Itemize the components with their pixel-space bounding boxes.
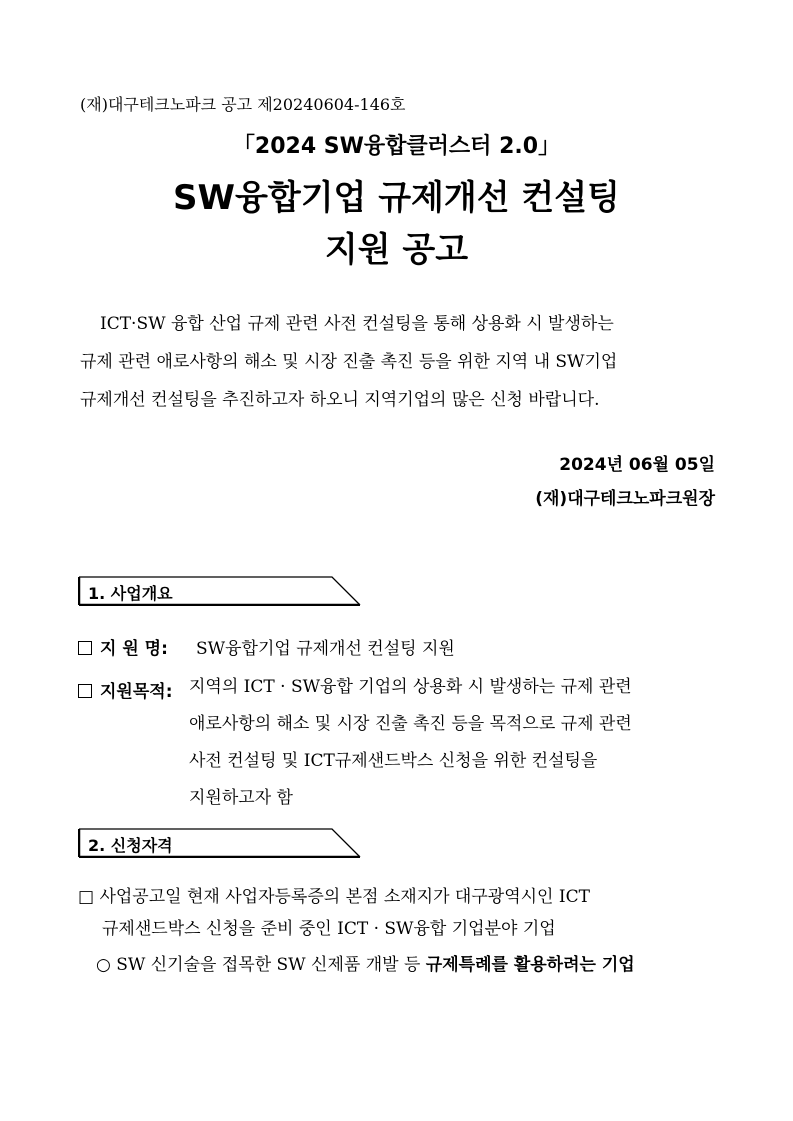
page-title-line1: SW융합기업 규제개선 컨설팅 xyxy=(173,178,620,218)
eligibility-bullet xyxy=(96,950,635,975)
issuing-organization: (재)대구테크노파크원장 xyxy=(535,489,715,509)
checkbox-icon xyxy=(78,641,92,655)
support-purpose-label-row xyxy=(78,677,173,702)
support-name-value: SW융합기업 규제개선 컨설팅 지원 xyxy=(196,639,455,659)
support-purpose-label: 지원목적: xyxy=(100,682,173,702)
intro-line: 규제 관련 애로사항의 해소 및 시장 진출 촉진 등을 위한 지역 내 SW기업 xyxy=(80,352,618,372)
notice-date: 2024년 06월 05일 xyxy=(559,455,715,475)
section-heading-eligibility xyxy=(78,828,362,858)
support-name-label-row xyxy=(78,634,168,659)
section-heading-text: 2. 신청자격 xyxy=(88,836,173,855)
section-heading-overview xyxy=(78,576,362,606)
purpose-line: 애로사항의 해소 및 시장 진출 촉진 등을 목적으로 규제 관련 xyxy=(189,714,632,734)
eligibility-text xyxy=(78,881,718,945)
intro-line: 규제개선 컨설팅을 추진하고자 하오니 지역기업의 많은 신청 바랍니다. xyxy=(80,390,600,410)
bullet-emphasis: 규제특례를 활용하려는 기업 xyxy=(425,955,635,975)
purpose-line: 지역의 ICT · SW융합 기업의 상용화 시 발생하는 규제 관련 xyxy=(189,677,632,697)
intro-paragraph xyxy=(80,305,717,419)
page-title-line2: 지원 공고 xyxy=(324,230,469,270)
project-title: 「2024 SW융합클러스터 2.0」 xyxy=(232,134,561,159)
intro-line: ICT·SW 융합 산업 규제 관련 사전 컨설팅을 통해 상용화 시 발생하는 xyxy=(100,314,614,334)
bullet-text: ○ SW 신기술을 접목한 SW 신제품 개발 등 xyxy=(96,955,426,975)
notice-number: (재)대구테크노파크 공고 제20240604-146호 xyxy=(80,95,406,114)
support-purpose-text xyxy=(189,669,717,817)
checkbox-icon xyxy=(78,684,92,698)
section-heading-text: 1. 사업개요 xyxy=(88,584,173,603)
purpose-line: 지원하고자 함 xyxy=(189,788,293,808)
support-name-label: 지 원 명: xyxy=(100,639,168,659)
eligibility-line: □ 사업공고일 현재 사업자등록증의 본점 소재지가 대구광역시인 ICT xyxy=(78,887,590,907)
purpose-line: 사전 컨설팅 및 ICT규제샌드박스 신청을 위한 컨설팅을 xyxy=(189,751,598,771)
eligibility-line: 규제샌드박스 신청을 준비 중인 ICT · SW융합 기업분야 기업 xyxy=(102,919,556,939)
